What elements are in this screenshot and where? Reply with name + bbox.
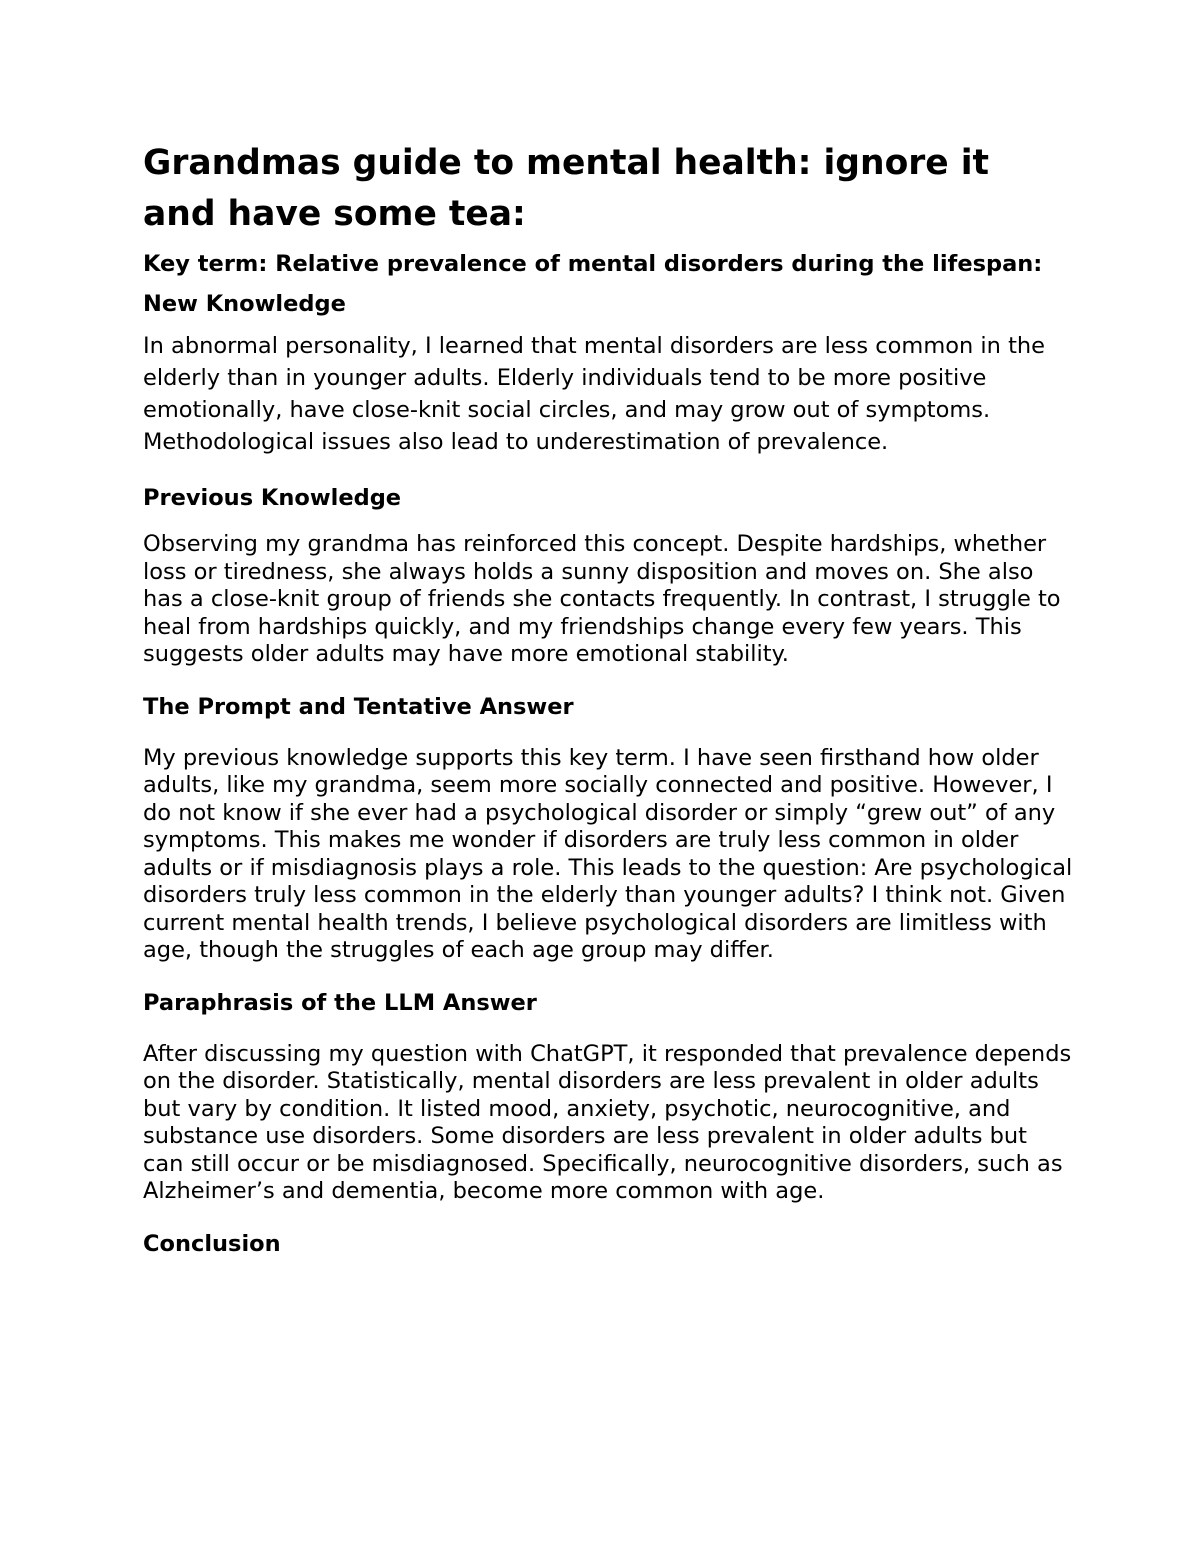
section-heading-conclusion: Conclusion: [143, 1230, 281, 1257]
section-heading-prompt: The Prompt and Tentative Answer: [143, 693, 574, 720]
key-term: Key term: Relative prevalence of mental disorders during the lifespan:: [143, 251, 1043, 277]
document-page: [143, 138, 1073, 1259]
section-body-new-knowledge: In abnormal personality, I learned that mental disorders are less common in the elderly than in younger adults. Elderly individuals tend to be more positive emotionally, have close-knit social circles, and may grow out of symptoms. Methodological issues also lead to underestimation of prevalence.: [143, 333, 1045, 455]
document-title: Grandmas guide to mental health: ignore it and have some tea:: [143, 143, 990, 234]
section-body-prompt: My previous knowledge supports this key term. I have seen firsthand how older adults, like my grandma, seem more socially connected and positive. However, I do not know if she ever had a psychological disorder or simply “grew out” of any symptoms. This makes me wonder if disorders are truly less common in older adults or if misdiagnosis plays a role. This leads to the question: Are psychological disorders truly less common in the elderly than younger adults? I think not. Given current mental health trends, I believe psychological disorders are limitless with age, though the struggles of each age group may differ.: [143, 744, 1073, 963]
section-body-llm-answer: After discussing my question with ChatGPT, it responded that prevalence depends on the disorder. Statistically, mental disorders are less prevalent in older adults but vary by condition. It listed mood, anxiety, psychotic, neurocognitive, and substance use disorders. Some disorders are less prevalent in older adults but can still occur or be misdiagnosed. Specifically, neurocognitive disorders, such as Alzheimer’s and dementia, become more common with age.: [143, 1040, 1072, 1204]
section-body-previous-knowledge: Observing my grandma has reinforced this concept. Despite hardships, whether loss or tiredness, she always holds a sunny disposition and moves on. She also has a close-knit group of friends she contacts frequently. In contrast, I struggle to heal from hardships quickly, and my friendships change every few years. This suggests older adults may have more emotional stability.: [143, 531, 1061, 667]
section-heading-previous-knowledge: Previous Knowledge: [143, 485, 402, 511]
section-heading-new-knowledge: New Knowledge: [143, 291, 346, 317]
section-heading-llm-answer: Paraphrasis of the LLM Answer: [143, 989, 537, 1016]
